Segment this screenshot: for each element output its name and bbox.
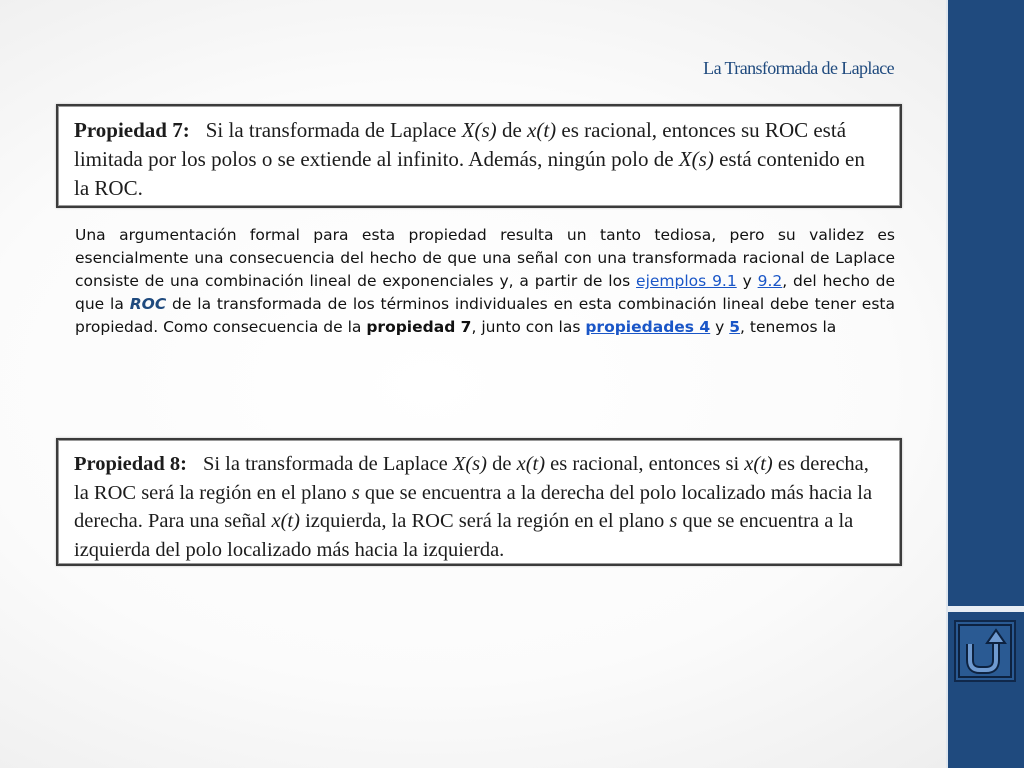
property-8-text: Si la transformada de Laplace X(s) de x(t) es racional, entonces si x(t) es derecha, la ROC será la región en el plano s que se encuentra a la derecha del polo localizado más hacia la derecha. Para una señal x(t) izquierda, la ROC será la región en el plano s que se encuentra a la izquierda del polo localizado más hacia la izquierda. [74,453,873,561]
link-propiedades-4[interactable]: propiedades 4 [585,318,711,336]
property-7-box [56,104,902,208]
roc-term: ROC [129,295,167,313]
property-7-label: Propiedad 7: [74,118,190,142]
property-7-text: Si la transformada de Laplace X(s) de x(t) es racional, entonces su ROC está limitada por los polos o se extiende al infinito. Además, ningún polo de X(s) está contenido en la ROC. [74,118,865,200]
return-button[interactable] [954,620,1016,682]
property-8-box [56,438,902,566]
sidebar-separator [948,606,1024,612]
link-ejemplo-9-1[interactable]: ejemplos 9.1 [636,272,737,290]
property-8-label: Propiedad 8: [74,453,187,475]
slide-title: La Transformada de Laplace [703,58,894,78]
bold-propiedad-7: propiedad 7 [366,318,472,336]
link-ejemplo-9-2[interactable]: 9.2 [757,272,783,290]
explanation-paragraph: Una argumentación formal para esta propiedad resulta un tanto tediosa, pero su validez es esencialmente una consecuencia del hecho de que una señal con una transformada racional de Laplace consiste de una combinación lineal de exponenciales y, a partir de los ejemplos 9.1 y 9.2, del hecho de que la ROC de la transformada de los términos individuales en esta combinación lineal debe tener esta propiedad. Como consecuencia de la propiedad 7, junto con las propiedades 4 y 5, tenemos la [75,226,896,336]
return-arrow-icon [956,622,1014,680]
link-propiedad-5[interactable]: 5 [729,318,741,336]
